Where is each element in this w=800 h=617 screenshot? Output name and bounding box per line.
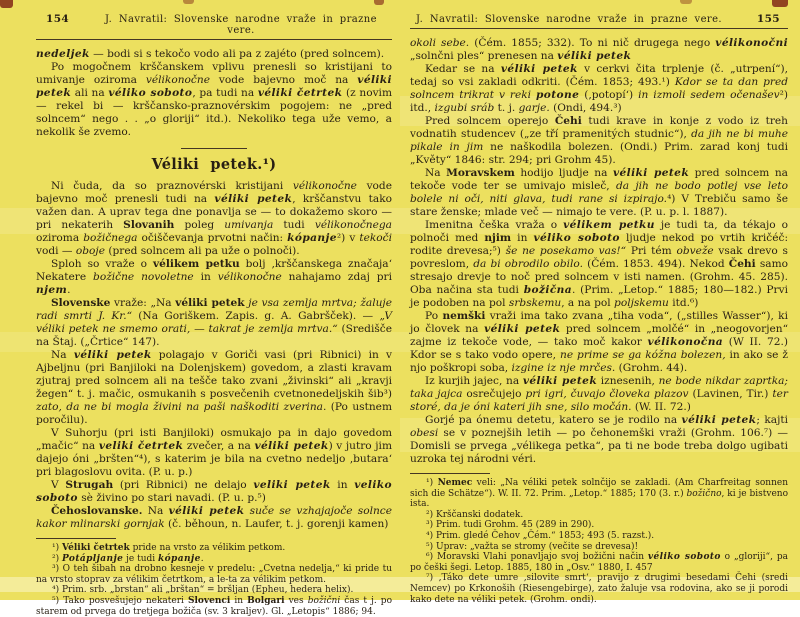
paragraph: Gorjé pa ónemu detetu, katero se je rodilo na véliki petek; kajti obesi se v poznejših letih — po čehonemški vraži (Grohm. 106.⁷) — Domisli se prvega „vélikega petka“, pa ti ne bode treba dolgo ugibati uzroka tej národni véri. — [410, 414, 789, 465]
paragraph: V Suhorju (pri isti Banjiloki) osmukajo pa in dajo govedom „mačic“ na veliki četrtek zvečer, a na véliki petek) v jutro jim dajejo óni „bršten“⁴), s katerim je bila na cvetno nedeljo ‚butara‘ pri blagoslovu ovita. (P. u. p.) — [36, 427, 392, 478]
paragraph: Na véliki petek polagajo v Goriči vasi (pri Ribnici) in v Ajbeljnu (pri Banjiloki na Dolenjskem) govedom, a zlasti kravam zjutraj pred solncem ali na tešče tako zvani „živinski“ ali „kravji žegen“ t. j. mačic, osmukanih s posvečenih cvetnonedeljskih šib³) zato, da ne bi mogla živini na paši naškoditi zverina. (Po ustnem poročilu). — [36, 349, 393, 426]
header-rule-right — [410, 28, 788, 29]
footnote: ⁷) ‚Táko dete umre ‚silovite smrt‘, pravijo z drugimi besedami Čehi (sredi Nemcev) po Krkonoših (Riesengebirge), zato žaluje vsa rodovina, ako se ji porodi kako dete na véliki petek. (Grohm. ondi). — [410, 573, 788, 605]
section-divider — [181, 148, 247, 149]
footnote: ¹) Nemec veli: „Na véliki petek solnčijo se zakladi. (Am Charfreitag sonnen sich die Schätze“). W. II. 72. Prim. „Letop.“ 1885; 170 (3. r.) božično, ki je bistveno ista. — [410, 478, 789, 510]
running-title-left: J. Navratil: Slovenske narodne vraže in prazne vere. — [105, 14, 377, 36]
footnote: ⁴) Prim. gledé Čehov „Čém.“ 1853; 493 (5. razst.). — [426, 530, 655, 541]
page-left — [36, 13, 392, 617]
footnote: ³) Prim. tudi Grohm. 45 (289 in 290). — [426, 520, 595, 531]
scan-edge-mark — [374, 0, 384, 5]
paragraph: nedeljek — bodi si s tekočo vodo ali pa z zajéto (pred solncem). — [36, 48, 385, 60]
footnote: ²) Krščanski dodatek. — [426, 509, 524, 520]
page-right — [410, 13, 788, 605]
paragraph: okoli sebe. (Čém. 1855; 332). To ni nič drugega nego vélikonočni „solnčni ples“ prenesen na véliki petek — [410, 37, 788, 62]
footnote: ²) Potápljanje je tudi kópanje. — [52, 553, 204, 564]
scan-edge-mark — [772, 0, 788, 7]
paragraph: Ni čuda, da so praznovérski kristijani vélikonočne vode bajevno moč prenesli tudi na véliki petek, krščanstvu tako važen dan. A uprav tega dne ponavlja se — to dokažemo skoro — pri nekaterih Slovanih poleg umivanja tudi vélikonočnega oziroma božičnega očiščevanja prvotni način: kópanje²) v tekoči vodi — oboje (pred solncem ali pa uže o polnoči). — [36, 180, 393, 257]
paragraph: Slovenske vraže: „Na véliki petek je vsa zemlja mrtva; žaluje radi smrti J. Kr.“ (Na Goriškem. Zapis. g. A. Gabršček). — „V véliki petek ne smemo orati, — takrat je zemlja mrtva.“ (Središče na Štaj. („Črtice“ 147). — [36, 297, 392, 348]
paragraph: Sploh so vraže o vélikem petku bolj ‚krščanskega značaja‘ Nekatere božične novoletne in vélikonočne nahajamo zdaj pri njem. — [36, 258, 392, 296]
footnote: ⁵) Uprav: „važta se stromy (večite se drevesa)! — [426, 541, 639, 552]
paragraph: Po mogočnem krščanskem vplivu prenesli so kristijani to umivanje oziroma vélikonočne vode bajevno moč na véliki petek ali na véliko soboto, pa tudi na véliki četrtek (z novim — rekel bi — krščansko-praznovérskim pogojem: ne „pred solncem“ nego . . „o gloriji“ itd.). Nekoliko tega uže vemo, a nekolik še zvemo. — [36, 61, 392, 138]
scan-edge-mark — [680, 0, 692, 4]
footnote: ⁶) Moravski Vlahi ponavljajo svoj božični način véliko soboto o „gloriji“, pa po češki šegi. Letop. 1885, 180 in „Osv.“ 1880, I. 457 — [410, 552, 788, 573]
paragraph: Na Moravskem hodijo ljudje na véliki petek pred solncem na tekoče vode ter se umivajo misleč, da jih ne bodo potlej vse leto bolele ni oči, niti glava, tudi rane si izpirajo.⁴) V Trebiču samo še stare ženske; mlade več — nimajo te vere. (P. u. p. l. 1887). — [410, 167, 788, 218]
header-rule-left — [36, 39, 392, 40]
footnote: ⁵) Tako posvešujejo nekateri Slovenci in Bolgari ves božični čas t j. po starem od prvega do tretjega božiča (sv. 3 kraljev). Gl. „Letopis“ 1886; 94. — [36, 595, 392, 617]
page-left-header — [36, 13, 392, 36]
paragraph: Čehoslovanske. Na véliki petek suče se vzhajajoče solnce kakor mlinarski gornjak (č. běhoun, n. Laufer, t. j. gorenji kamen) — [36, 505, 392, 530]
paragraph: V Strugah (pri Ribnici) ne delajo veliki petek in veliko soboto sè živino po stari navadi. (P. u. p.⁵) — [36, 479, 392, 504]
section-heading: Véliki petek.¹) — [151, 156, 277, 173]
paragraph: Kedar se na véliki petek v cerkvi čita trplenje (č. „utrpení“), tedaj so vsi zakladi odkriti. (Čém. 1853; 493.¹) Kdor se ta dan pred solncem trikrat v reki potone (‚potopí‘) in izmoli sedem očenašev²) itd., izgubi sráb t. j. garje. (Ondi, 494.³) — [410, 63, 788, 114]
paragraph: Pred solncem operejo Čehi tudi krave in konje z vodo iz treh vodnatih studencev („ze tří pramenitých studnic“), da jih ne bi muhe pikale in jim ne naškodila bolezen. (Ondi.) Prim. zarad konj tudi „Květy“ 1846: str. 294; pri Grohm 45). — [410, 115, 788, 166]
footnote-rule-left — [36, 538, 116, 539]
paragraph: Po nemški vraži ima tako zvana „tiha voda“, („stilles Wasser“), ki jo človek na véliki petek pred solncem „molčé“ in „neogovorjen“ zajme iz tekoče vode, — tako moč kakor vélikonočna (W II. 72.) Kdor se s tako vodo opere, ne prime se ga kóžna bolezen, in ako se ž njo poškropi soba, izgine iz nje mrčes. (Grohm. 44). — [410, 310, 789, 374]
page-right-header — [410, 13, 788, 25]
running-title-right: J. Navratil: Slovenske narodne vraže in prazne vere. — [416, 14, 722, 25]
footnote: ³) O teh šibah na drobno kesneje v predelu: „Cvetna nedelja,“ ki pride tu na vrsto stoprav za vélikim četrtkom, a le-ta za vélikim petkom. — [36, 564, 392, 585]
footnote-rule-right — [410, 473, 490, 474]
footnote: ⁴) Prim. srb. „brstan“ ali „brštan“ = bršljan (Epheu, hedera helix). — [52, 585, 354, 596]
page-number-left: 154 — [46, 13, 70, 25]
scan-edge-mark — [0, 0, 13, 8]
page-number-right: 155 — [756, 13, 780, 25]
paragraph: Imenitna češka vraža o vélikem petku je tudi ta, da tékajo o polnoči med njim in véliko soboto ljudje nekod po vrtih kričéč: rodite drevesa;⁵) še ne posekamo vas!“ Pri tém obveže vsak drevo s povreslom, da bi obrodilo obilo. (Čém. 1853. 494). Nekod Čehi samo stresajo drevje to noč pred solncem v isti namen. (Grohm. 45. 285). Oba načina sta tudi božična. (Prim. „Letop.“ 1885; 180—182.) Prvi je podoben na pol srbskemu, a na pol poljskemu itd.⁶) — [410, 219, 789, 309]
scan-edge-mark — [183, 0, 194, 4]
footnote: ¹) Véliki četrtek pride na vrsto za vélikim petkom. — [52, 543, 286, 553]
paragraph: Iz kurjih jajec, na véliki petek iznesenih, ne bode nikdar zaprtka; taka jajca osrečujejo pri igri, čuvajo človeka plazov (Lavinen, Tir.) ter storé, da je óni kateri jih sne, silo močán. (W. II. 72.) — [410, 375, 788, 413]
